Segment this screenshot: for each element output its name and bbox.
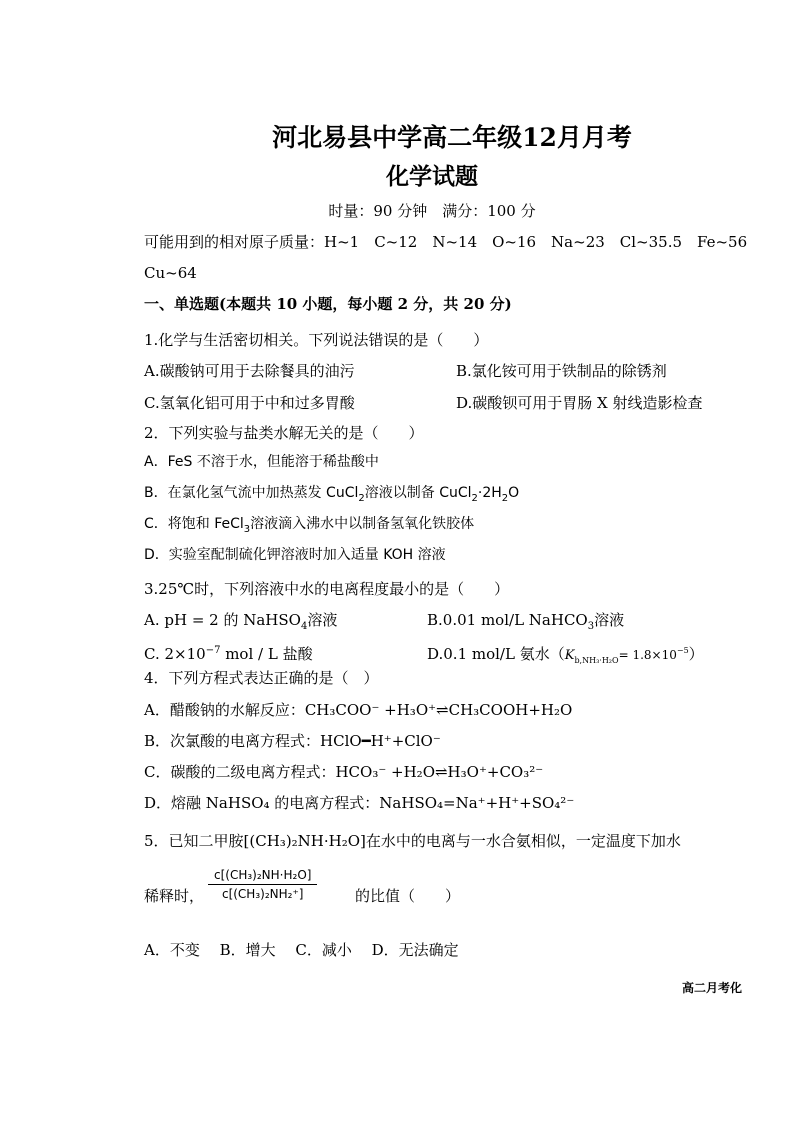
q5-denominator: c[(CH₃)₂NH₂⁺] bbox=[221, 887, 304, 901]
atomic-masses-line1: 可能用到的相对原子质量：H~1 C~12 N~14 O~16 Na~23 Cl~35.5 Fe~56 bbox=[144, 233, 748, 251]
exam-meta: 时量：90 分钟 满分：100 分 bbox=[328, 202, 536, 220]
q4-stem: 4．下列方程式表达正确的是（ ） bbox=[144, 669, 379, 687]
q2-b-pre: B．在氯化氢气流中加热蒸发 CuCl bbox=[144, 485, 359, 501]
q3-option-c bbox=[144, 641, 313, 664]
q3-stem: 3.25℃时，下列溶液中水的电离程度最小的是（ ） bbox=[144, 580, 510, 598]
page-footer: 高二月考化 bbox=[682, 981, 743, 995]
section-heading: 一、单选题(本题共 10 小题，每小题 2 分，共 20 分) bbox=[144, 295, 512, 313]
q3-option-d bbox=[427, 641, 704, 671]
q3-a-post: 溶液 bbox=[307, 611, 338, 629]
atomic-masses-line2: Cu~64 bbox=[144, 264, 197, 282]
q3-d-val: = 1.8×10 bbox=[618, 648, 677, 662]
q3-c-post: mol / L 盐酸 bbox=[220, 645, 313, 663]
q4-option-a: A．醋酸钠的水解反应：CH₃COO⁻ +H₃O⁺⇌CH₃COOH+H₂O bbox=[144, 701, 573, 719]
q3-option-b: B.0.01 mol/L NaHCO$_3$溶液 bbox=[427, 611, 625, 632]
q3-option-a: A. pH = 2 的 NaHSO$_4$溶液 bbox=[144, 611, 338, 632]
q3-d-pre: D.0.1 mol/L 氨水（ bbox=[427, 645, 565, 663]
q1-option-a: A.碳酸钠可用于去除餐具的油污 bbox=[144, 362, 355, 380]
q5-stem: 5．已知二甲胺[(CH₃)₂NH·H₂O]在水中的电离与一水合氨相似，一定温度下加水 bbox=[144, 832, 681, 850]
q3-c-pre: C. 2×10 bbox=[144, 645, 206, 663]
q1-stem: 1.化学与生活密切相关。下列说法错误的是（ ） bbox=[144, 331, 489, 349]
q3-d-ksub: b,NH₃·H₂O bbox=[574, 656, 619, 665]
q2-option-a: A．FeS 不溶于水，但能溶于稀盐酸中 bbox=[144, 454, 379, 470]
q5-line2-pre: 稀释时， bbox=[144, 887, 205, 905]
q1-option-b: B.氯化铵可用于铁制品的除锈剂 bbox=[456, 362, 667, 380]
q5-fraction bbox=[208, 868, 317, 901]
exam-title: 河北易县中学高二年级12月月考 bbox=[272, 123, 632, 152]
q4-option-c: C．碳酸的二级电离方程式：HCO₃⁻ +H₂O⇌H₃O⁺+CO₃²⁻ bbox=[144, 763, 544, 781]
q2-option-b: B．在氯化氢气流中加热蒸发 CuCl$_2$溶液以制备 $CuCl_2\cdot 2H_2O$ bbox=[144, 485, 520, 504]
q4-option-d: D．熔融 NaHSO₄ 的电离方程式：NaHSO₄=Na⁺+H⁺+SO₄²⁻ bbox=[144, 794, 575, 812]
q3-b-post: 溶液 bbox=[594, 611, 625, 629]
q2-option-c: C．将饱和 FeCl$_3$溶液滴入沸水中以制备氢氧化铁胶体 bbox=[144, 516, 475, 535]
q2-option-d: D．实验室配制硫化钾溶液时加入适量 KOH 溶液 bbox=[144, 547, 446, 563]
q3-b-pre: B.0.01 mol/L NaHCO bbox=[427, 611, 588, 629]
q4-option-b: B．次氯酸的电离方程式：HClO━H⁺+ClO⁻ bbox=[144, 732, 441, 750]
q2-c-pre: C．将饱和 FeCl bbox=[144, 516, 244, 532]
q5-line2-post: 的比值（ ） bbox=[355, 887, 461, 905]
q2-stem: 2．下列实验与盐类水解无关的是（ ） bbox=[144, 424, 424, 442]
q3-d-end: ） bbox=[688, 645, 704, 663]
exam-subtitle: 化学试题 bbox=[386, 163, 478, 190]
q1-option-c: C.氢氧化铝可用于中和过多胃酸 bbox=[144, 394, 355, 412]
q2-c-post: 溶液滴入沸水中以制备氢氧化铁胶体 bbox=[250, 516, 475, 532]
q3-d-exp: −5 bbox=[676, 646, 689, 655]
q2-b-end: O bbox=[508, 485, 520, 501]
q2-b-post: ·2H bbox=[477, 485, 502, 501]
q2-b-mid: 溶液以制备 CuCl bbox=[364, 485, 472, 501]
q3-d-k: K bbox=[564, 648, 575, 663]
q5-numerator: c[(CH₃)₂NH·H₂O] bbox=[208, 868, 317, 885]
q1-option-d: D.碳酸钡可用于胃肠 X 射线造影检查 bbox=[456, 394, 703, 412]
q3-c-exp: −7 bbox=[205, 645, 221, 656]
q3-a-pre: A. pH = 2 的 NaHSO bbox=[144, 611, 301, 629]
q5-options: A．不变 B．增大 C．减小 D．无法确定 bbox=[144, 941, 459, 959]
